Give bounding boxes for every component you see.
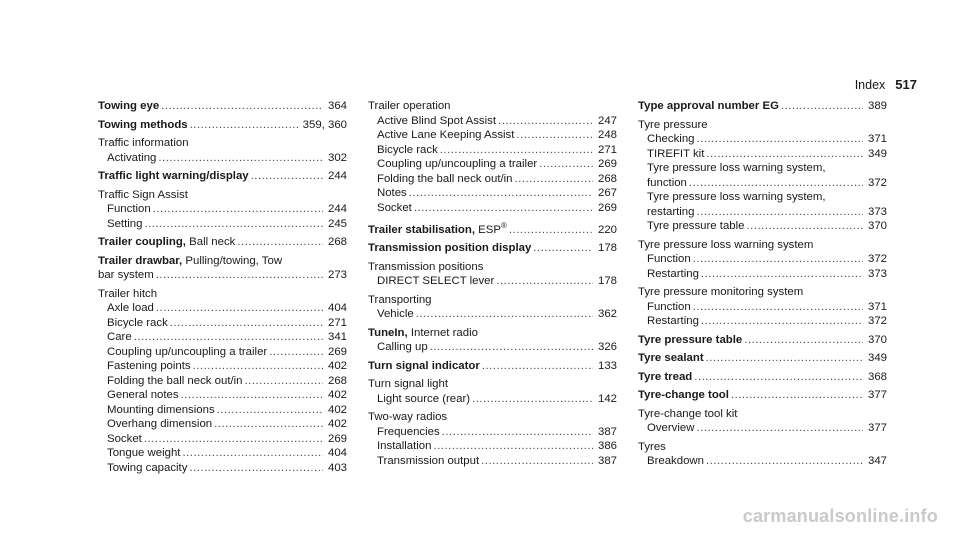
subentry-label: Frequencies: [377, 425, 440, 438]
subentry-label: Socket: [377, 201, 412, 214]
subentry-label: Function: [647, 300, 691, 313]
entry-title: Transporting: [368, 293, 432, 306]
page-ref[interactable]: 372: [867, 253, 887, 265]
page-ref[interactable]: 267: [597, 187, 617, 199]
subentry-label: Active Lane Keeping Assist: [377, 129, 515, 141]
subentry-label: Checking: [647, 133, 695, 145]
index-entry-trailer-drawbar: [98, 254, 347, 283]
page-ref[interactable]: 178: [597, 275, 617, 288]
page-ref[interactable]: 244: [327, 203, 347, 215]
subentry-label: Tyre pressure loss warning system,: [647, 162, 826, 174]
subentry-label: Notes: [377, 187, 407, 199]
index-entry-tyre-pressure: [638, 118, 887, 234]
page-ref[interactable]: 387: [597, 425, 617, 438]
entry-title: Traffic Sign Assist: [98, 188, 188, 201]
page-ref[interactable]: 347: [867, 455, 887, 467]
subentry-label: Restarting: [647, 267, 699, 280]
index-entry-tyre-sealant: [638, 351, 887, 366]
index-entry-towing-methods: [98, 118, 347, 133]
page-ref[interactable]: 133: [597, 359, 617, 372]
subentry-label: Overview: [647, 422, 695, 434]
subentry-label-cont: function: [647, 176, 687, 189]
entry-title: Trailer stabilisation,: [368, 223, 475, 236]
index-entry-transporting: [368, 293, 617, 322]
entry-title: Tyre pressure: [638, 118, 708, 131]
subentry-label: Bicycle rack: [377, 143, 438, 156]
page-ref[interactable]: 269: [327, 345, 347, 358]
page-ref[interactable]: 271: [327, 316, 347, 329]
subentry-label: Folding the ball neck out/in: [377, 172, 513, 185]
page-ref[interactable]: 245: [327, 217, 347, 230]
index-entry-trailer-operation: [368, 99, 617, 215]
subentry-label: Fastening points: [107, 360, 191, 372]
subentry-label: Tyre pressure table: [647, 220, 745, 232]
index-entry-two-way-radios: [368, 410, 617, 468]
subentry-label-cont: restarting: [647, 205, 695, 218]
subentry-label: Breakdown: [647, 455, 704, 467]
subentry-label: DIRECT SELECT lever: [377, 275, 495, 288]
entry-title: Tyre sealant: [638, 352, 704, 364]
index-entry-tyre-pressure-table: [638, 333, 887, 348]
entry-title: Trailer operation: [368, 100, 451, 112]
entry-title: Trailer drawbar,: [98, 254, 183, 267]
subentry-label: Activating: [107, 151, 157, 164]
index-entry-towing-eye: [98, 99, 347, 114]
index-entry-tyre-pressure-monitoring: [638, 285, 887, 329]
subentry-label: Care: [107, 331, 132, 343]
subentry-label: Transmission output: [377, 454, 480, 467]
page-ref[interactable]: 269: [327, 432, 347, 445]
page-ref[interactable]: 372: [867, 315, 887, 327]
entry-qualifier-cont: bar system: [98, 269, 154, 281]
page-ref[interactable]: 326: [597, 341, 617, 354]
page-ref[interactable]: 404: [327, 302, 347, 314]
page-ref[interactable]: 271: [597, 143, 617, 156]
page-ref[interactable]: 178: [597, 242, 617, 255]
entry-title: Tyre pressure loss warning system: [638, 238, 814, 251]
page-ref[interactable]: 273: [327, 269, 347, 281]
entry-qualifier: Internet radio: [407, 326, 478, 339]
index-entry-type-approval: [638, 99, 887, 114]
subentry-label: Function: [107, 203, 151, 215]
index-entry-traffic-light: [98, 169, 347, 184]
entry-qualifier: Ball neck: [185, 236, 236, 248]
page-ref[interactable]: 302: [327, 151, 347, 164]
page-header: [855, 77, 917, 92]
page-ref[interactable]: 402: [327, 389, 347, 401]
page-ref[interactable]: 373: [867, 267, 887, 280]
page-ref[interactable]: 387: [597, 454, 617, 467]
entry-title: TuneIn,: [368, 326, 408, 339]
page-ref[interactable]: 403: [327, 461, 347, 474]
watermark-text: carmanualsonline.info: [742, 506, 938, 526]
index-entry-transmission-display: [368, 241, 617, 256]
page-ref[interactable]: 364: [327, 100, 347, 112]
entry-title: Transmission positions: [368, 260, 484, 273]
subentry-label: TIREFIT kit: [647, 147, 705, 160]
subentry-label: Tongue weight: [107, 447, 181, 459]
page-ref[interactable]: 404: [327, 447, 347, 459]
subentry-label: Overhang dimension: [107, 418, 213, 430]
page-ref[interactable]: 349: [867, 147, 887, 160]
registered-mark: ®: [500, 221, 507, 230]
subentry-label: Bicycle rack: [107, 316, 168, 329]
entry-title: Type approval number EG: [638, 100, 779, 112]
subentry-label: Towing capacity: [107, 461, 188, 474]
subentry-label: Coupling up/uncoupling a trailer: [377, 158, 538, 170]
subentry-label: Calling up: [377, 341, 428, 354]
page-ref[interactable]: 368: [867, 370, 887, 383]
entry-qualifier: ESP: [474, 223, 501, 236]
entry-title: Tyre pressure monitoring system: [638, 286, 804, 298]
page-ref[interactable]: 402: [327, 418, 347, 430]
page-ref[interactable]: 370: [867, 333, 887, 346]
page-ref[interactable]: 377: [867, 422, 887, 434]
index-entry-tunein: [368, 326, 617, 355]
entry-title: Tyre tread: [638, 370, 693, 383]
subentry-label: Folding the ball neck out/in: [107, 374, 243, 387]
page-ref[interactable]: 247: [597, 114, 617, 127]
page-number: 517: [895, 77, 917, 92]
page-ref[interactable]: 386: [597, 440, 617, 453]
entry-title: Turn signal light: [368, 378, 448, 391]
subentry-label: Installation: [377, 440, 432, 453]
entry-title: Traffic light warning/display: [98, 170, 249, 182]
page-ref[interactable]: 248: [597, 129, 617, 141]
entry-title: Two-way radios: [368, 411, 448, 424]
page-ref[interactable]: 142: [597, 392, 617, 405]
entry-title: Tyres: [638, 440, 666, 453]
index-entry-trailer-hitch: [98, 287, 347, 476]
index-column-1: [98, 99, 347, 479]
page-ref[interactable]: 268: [327, 374, 347, 387]
subentry-label: Active Blind Spot Assist: [377, 114, 497, 127]
page-ref[interactable]: 269: [597, 158, 617, 170]
index-entry-trailer-coupling: [98, 235, 347, 250]
index-column-3: [638, 99, 887, 473]
page-ref[interactable]: 371: [867, 133, 887, 145]
index-entry-tyre-change-tool: [638, 388, 887, 403]
subentry-label: Tyre pressure loss warning system,: [647, 191, 826, 203]
page-ref[interactable]: 268: [327, 236, 347, 248]
page-ref[interactable]: 389: [867, 100, 887, 112]
page-ref[interactable]: 402: [327, 360, 347, 372]
index-entry-traffic-information: [98, 136, 347, 165]
entry-title: Trailer coupling,: [98, 236, 186, 248]
page-ref[interactable]: 362: [597, 308, 617, 321]
subentry-label: Vehicle: [377, 308, 414, 321]
index-entry-trailer-stabilisation: [368, 219, 617, 237]
page-ref[interactable]: 371: [867, 300, 887, 313]
section-title: Index: [854, 78, 886, 92]
page-ref[interactable]: 377: [867, 389, 887, 401]
page-ref[interactable]: 373: [867, 205, 887, 218]
index-entry-transmission-positions: [368, 260, 617, 289]
page-ref[interactable]: 268: [597, 172, 617, 185]
index-entry-turn-signal-indicator: [368, 359, 617, 374]
entry-title: Towing eye: [98, 100, 160, 112]
entry-title: Trailer hitch: [98, 287, 158, 300]
subentry-label: General notes: [107, 389, 179, 401]
page-ref[interactable]: 402: [327, 403, 347, 416]
index-column-2: [368, 99, 617, 472]
page-ref[interactable]: 359, 360: [302, 118, 347, 131]
subentry-label: Socket: [107, 432, 142, 445]
page-ref[interactable]: 220: [597, 223, 617, 236]
entry-title: Traffic information: [98, 137, 189, 149]
index-entry-traffic-sign-assist: [98, 188, 347, 232]
entry-title: Tyre-change tool kit: [638, 407, 738, 420]
subentry-label: Coupling up/uncoupling a trailer: [107, 345, 268, 358]
subentry-label: Mounting dimensions: [107, 403, 215, 416]
index-entry-tyres: [638, 440, 887, 469]
entry-title: Tyre pressure table: [638, 333, 743, 346]
page-ref[interactable]: 372: [867, 176, 887, 189]
entry-title: Towing methods: [98, 118, 188, 131]
page-ref[interactable]: 370: [867, 220, 887, 232]
index-entry-tyre-pressure-loss-system: [638, 238, 887, 282]
page-ref[interactable]: 341: [327, 331, 347, 343]
page-ref[interactable]: 349: [867, 352, 887, 364]
page-ref[interactable]: 244: [327, 170, 347, 182]
subentry-label: Function: [647, 253, 691, 265]
subentry-label: Restarting: [647, 315, 699, 327]
entry-qualifier: Pulling/towing, Tow: [182, 254, 283, 267]
subentry-label: Axle load: [107, 302, 154, 314]
page-ref[interactable]: 269: [597, 201, 617, 214]
index-entry-tyre-change-tool-kit: [638, 407, 887, 436]
index-entry-turn-signal-light: [368, 377, 617, 406]
index-entry-tyre-tread: [638, 370, 887, 385]
subentry-label: Light source (rear): [377, 392, 471, 405]
subentry-label: Setting: [107, 217, 143, 230]
entry-title: Turn signal indicator: [368, 359, 480, 372]
entry-title: Tyre-change tool: [638, 389, 729, 401]
entry-title: Transmission position display: [368, 242, 532, 255]
